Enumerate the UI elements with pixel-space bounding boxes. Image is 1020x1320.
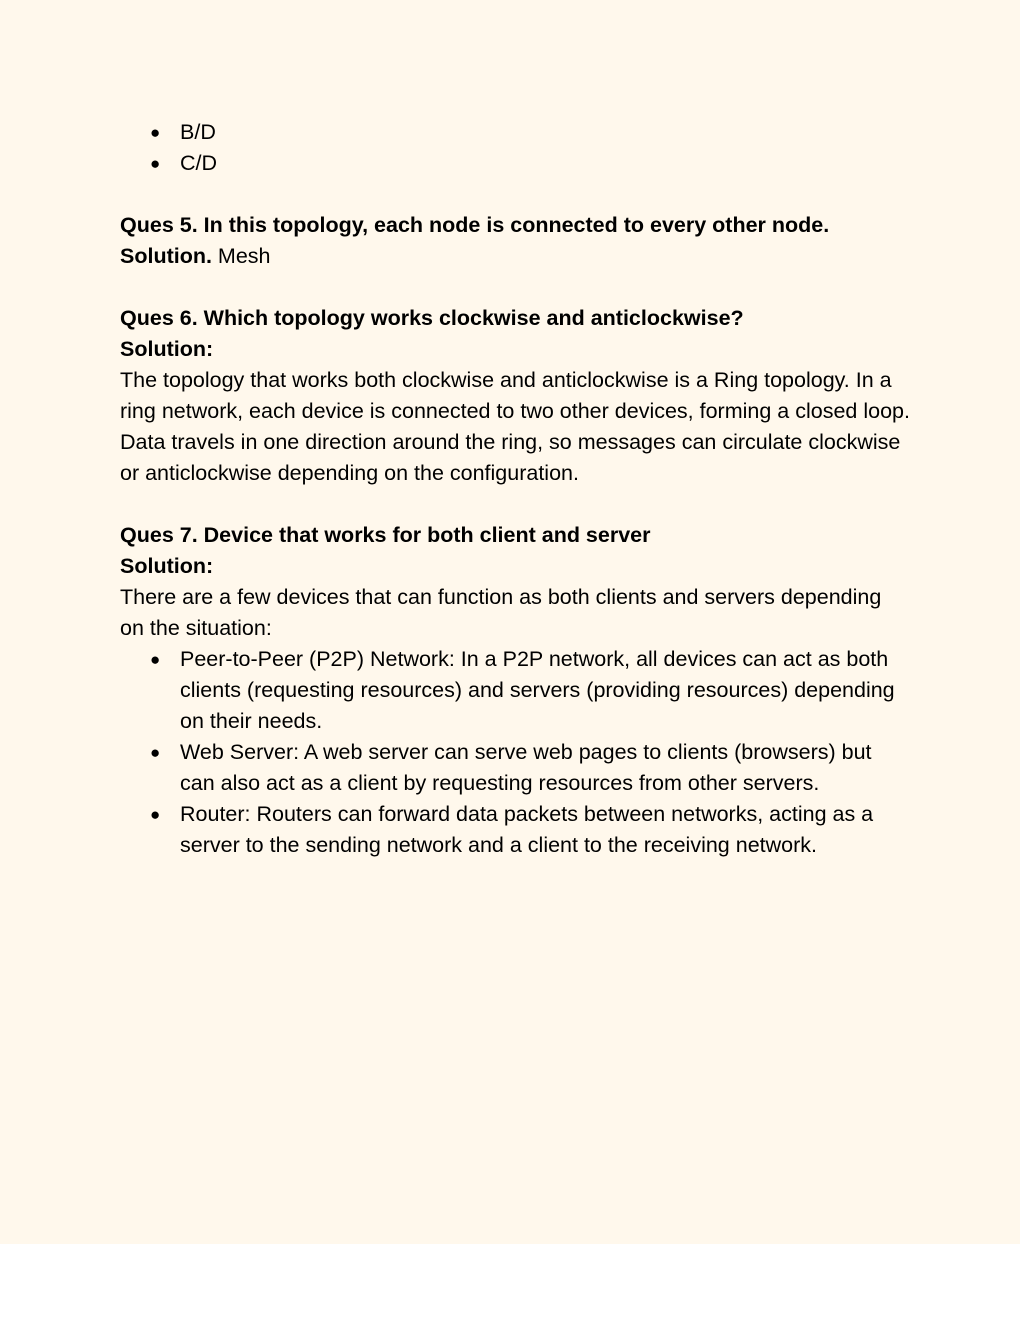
question-6: Ques 6. Which topology works clockwise and anticlockwise?: [120, 306, 744, 330]
list-item: ● B/D: [120, 117, 910, 148]
solution-label: Solution:: [120, 337, 214, 361]
bullet-icon: ●: [150, 154, 161, 173]
solution-label: Solution:: [120, 554, 214, 578]
solution-5: [120, 241, 910, 272]
bullet-icon: ●: [150, 123, 161, 142]
question-5: Ques 5. In this topology, each node is connected to every other node.: [120, 213, 830, 237]
question-7: Ques 7. Device that works for both client and server: [120, 523, 651, 547]
solution-label: Solution.: [120, 244, 212, 268]
answer-7-intro: There are a few devices that can function as both clients and servers depending on the situation:: [120, 585, 882, 640]
list-item: ● Peer-to-Peer (P2P) Network: In a P2P network, all devices can act as both clients (requesting resources) and servers (providing resources) depending on their needs.: [120, 644, 910, 737]
device-list: [120, 644, 910, 861]
list-item: ● C/D: [120, 148, 910, 179]
list-item: ● Web Server: A web server can serve web pages to clients (browsers) but can also act as a client by requesting resources from other servers.: [120, 737, 910, 799]
bullet-icon: ●: [150, 743, 161, 762]
bullet-icon: ●: [150, 805, 161, 824]
document-content: [120, 117, 910, 861]
bullet-icon: ●: [150, 650, 161, 669]
list-item: ● Router: Routers can forward data packets between networks, acting as a server to the sending network and a client to the receiving network.: [120, 799, 910, 861]
answer-6: The topology that works both clockwise and anticlockwise is a Ring topology. In a ring network, each device is connected to two other devices, forming a closed loop. Data travels in one direction around the ring, so messages can circulate clockwise or anticlockwise depending on the configuration.: [120, 368, 910, 485]
solution-text: Mesh: [211, 244, 271, 268]
option-list: [120, 117, 910, 179]
